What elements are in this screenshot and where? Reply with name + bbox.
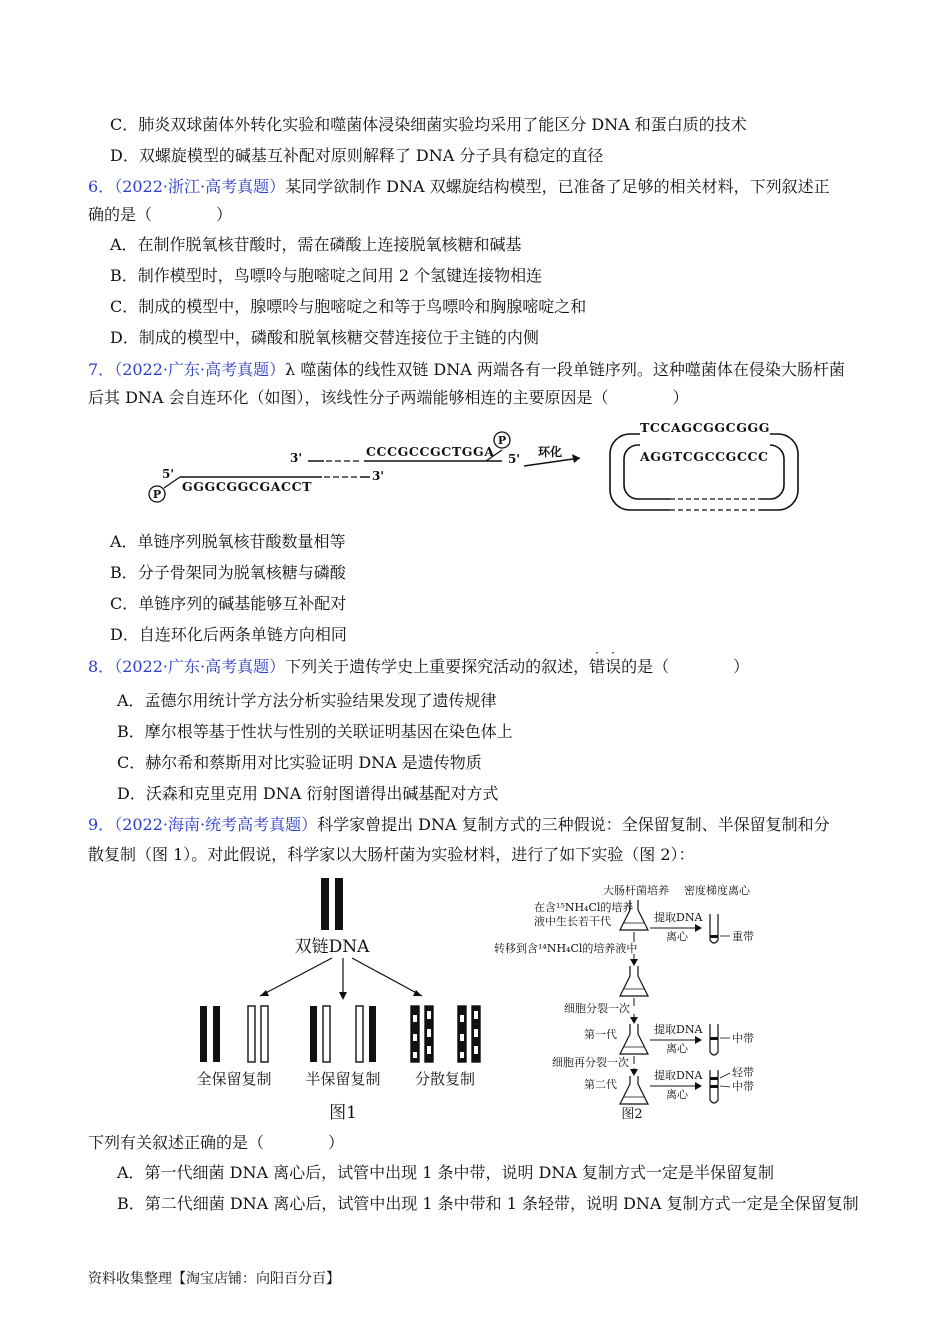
q5-option-c: C．肺炎双球菌体外转化实验和噬菌体浸染细菌实验均采用了能区分 DNA 和蛋白质的技术 [110, 115, 747, 134]
q7-option-c: C．单链序列的碱基能够互补配对 [110, 594, 347, 613]
q9-fig2-gen-2: 第二代 [584, 1078, 617, 1091]
q7-option-d: D．自连环化后两条单链方向相同 [110, 625, 347, 644]
q9-fig1-mode-semiconservative: 半保留复制 [305, 1070, 381, 1088]
q9-number: 9． [88, 815, 115, 834]
q9-fig1-mode-dispersive: 分散复制 [414, 1070, 476, 1088]
q8-stem [88, 646, 750, 678]
q9-fig1-mode-conservative: 全保留复制 [196, 1070, 272, 1088]
q9-stem-text: 科学家曾提出 DNA 复制方式的三种假说：全保留复制、半保留复制和分 [317, 815, 830, 834]
q9-fig2-caption: 图2 [621, 1107, 643, 1120]
q7-number: 7． [88, 360, 115, 379]
q7-ring-outer-seq: TCCAGCGGCGGG [640, 420, 771, 435]
q6-source: （2022·浙江·高考真题） [114, 177, 286, 196]
q9-option-a: A．第一代细菌 DNA 离心后，试管中出现 1 条中带，说明 DNA 复制方式一定是半保留复制 [117, 1163, 775, 1182]
q7-label-5prime-bottom: 5' [162, 467, 175, 481]
q6-option-a: A．在制作脱氧核苷酸时，需在磷酸上连接脱氧核糖和碱基 [110, 235, 522, 254]
q8-option-d: D．沃森和克里克用 DNA 衍射图谱得出碱基配对方式 [117, 784, 499, 803]
q8-source: （2022·广东·高考真题） [114, 657, 286, 676]
q7-label-5prime-top: 5' [508, 452, 521, 466]
q9-figure-1 [180, 872, 500, 1128]
q9-fig1-top-label: 双链DNA [294, 937, 370, 957]
q7-option-a: A．单链序列脱氧核苷酸数量相等 [110, 532, 346, 551]
page-footer: 资料收集整理【淘宝店铺：向阳百分百】 [88, 1271, 340, 1287]
q9-fig2-transfer: 转移到含¹⁴NH₄Cl的培养液中 [494, 942, 638, 955]
q8-option-c: C．赫尔希和蔡斯用对比实验证明 DNA 是遗传物质 [117, 753, 482, 772]
q6-stem-text: 某同学欲制作 DNA 双螺旋结构模型，已准备了足够的相关材料，下列叙述正 [285, 177, 830, 196]
q9-fig2-extract-1: 提取DNA [654, 911, 703, 924]
q9-fig1-caption: 图1 [329, 1103, 357, 1123]
q8-option-b: B．摩尔根等基于性状与性别的关联证明基因在染色体上 [117, 722, 513, 741]
q7-arrow-label: 环化 [538, 445, 563, 459]
q9-fig2-band-mid-2: 中带 [732, 1080, 754, 1093]
q7-arrow [524, 458, 580, 466]
q9-figure-2 [488, 878, 778, 1120]
q7-stem-text: λ 噬菌体的线性双链 DNA 两端各有一段单链序列。这种噬菌体在侵染大肠杆菌 [285, 360, 845, 379]
q7-seq-bottom: GGGCGGCGACCT [182, 479, 313, 494]
q7-cyclization-figure [140, 418, 810, 518]
q8-number: 8． [88, 657, 115, 676]
q7-source: （2022·广东·高考真题） [114, 360, 286, 379]
q9-fig2-col-culture: 大肠杆菌培养 [603, 884, 669, 897]
q8-stem-text: 下列关于遗传学史上重要探究活动的叙述， [285, 657, 590, 676]
q9-option-b: B．第二代细菌 DNA 离心后，试管中出现 1 条中带和 1 条轻带，说明 DNA 复制方式一定是全保留复制 [117, 1194, 859, 1213]
q9-fig2-extract-2: 提取DNA [654, 1023, 703, 1036]
q9-fig2-step1a: 在含¹⁵NH₄Cl的培养 [534, 901, 634, 914]
q9-fig2-band-mid: 中带 [732, 1032, 754, 1045]
q7-label-3prime-bottom: 3' [372, 469, 385, 483]
q9-fig2-gen-1: 第一代 [584, 1028, 617, 1041]
q7-stem-line2: 后其 DNA 会自连环化（如图），该线性分子两端能够相连的主要原因是（ ） [88, 388, 689, 407]
q8-stem-end: 的是（ ） [621, 657, 750, 676]
q9-fig2-band-light: 轻带 [732, 1066, 754, 1079]
q7-option-b: B．分子骨架同为脱氧核糖与磷酸 [110, 563, 346, 582]
q9-fig2-division-2: 细胞再分裂一次 [552, 1056, 629, 1069]
q7-phosphate-bottom-label: P [152, 488, 162, 501]
q9-fig2-extract-3: 提取DNA [654, 1069, 703, 1082]
q7-seq-top: CCCGCCGCTGGA [366, 444, 495, 459]
q9-fig2-centrifuge-1: 离心 [666, 930, 688, 943]
q6-stem [88, 176, 830, 198]
q9-stem-line2: 散复制（图 1）。对此假说，科学家以大肠杆菌为实验材料，进行了如下实验（图 2）： [88, 845, 695, 864]
q9-fig2-division-1: 细胞分裂一次 [564, 1002, 630, 1015]
q7-phosphate-top-label: P [497, 434, 507, 447]
q8-emphasis-char-1: · 错 [589, 646, 606, 676]
q9-fig2-band-heavy: 重带 [732, 930, 754, 943]
q6-option-d: D．制成的模型中，磷酸和脱氧核糖交替连接位于主链的内侧 [110, 328, 539, 347]
q6-option-b: B．制作模型时，鸟嘌呤与胞嘧啶之间用 2 个氢键连接物相连 [110, 266, 543, 285]
q7-stem [88, 359, 845, 381]
q9-stem-line3: 下列有关叙述正确的是（ ） [88, 1133, 345, 1152]
q9-fig2-centrifuge-3: 离心 [666, 1088, 688, 1101]
q9-fig2-centrifuge-2: 离心 [666, 1042, 688, 1055]
q8-emphasis-char-2: · 误 [605, 646, 622, 676]
q8-option-a: A．孟德尔用统计学方法分析实验结果发现了遗传规律 [117, 691, 497, 710]
q9-fig2-step1b: 液中生长若干代 [534, 915, 611, 928]
q6-number: 6． [88, 177, 115, 196]
q6-stem-line2: 确的是（ ） [88, 205, 233, 224]
q9-fig2-col-centrifuge: 密度梯度离心 [684, 884, 750, 897]
q7-label-3prime-top: 3' [290, 451, 303, 465]
q7-ring-inner-seq: AGGTCGCCGCCC [640, 449, 769, 464]
q9-stem [88, 814, 830, 836]
q9-source: （2022·海南·统考高考真题） [114, 815, 318, 834]
q5-option-d: D．双螺旋模型的碱基互补配对原则解释了 DNA 分子具有稳定的直径 [110, 146, 604, 165]
q6-option-c: C．制成的模型中，腺嘌呤与胞嘧啶之和等于鸟嘌呤和胸腺嘧啶之和 [110, 297, 587, 316]
